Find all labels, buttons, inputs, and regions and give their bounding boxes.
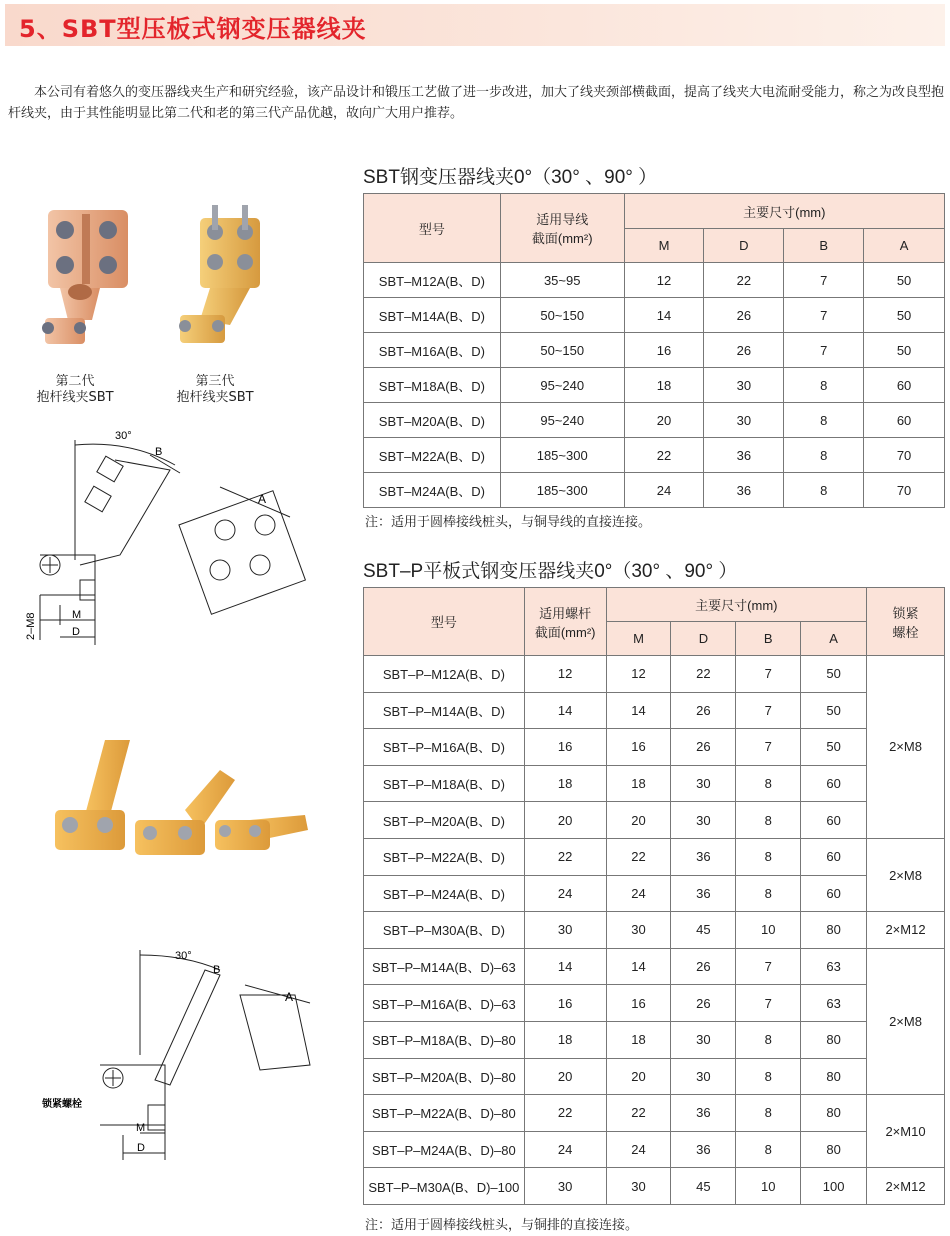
cell-d: 26 (671, 729, 736, 766)
table1-header-m: M (624, 229, 704, 263)
cell-lock: 2×M12 (867, 912, 945, 949)
table2-title: SBT–P平板式钢变压器线夹0°（30° 、90° ） (363, 561, 738, 582)
cell-m: 16 (606, 729, 671, 766)
cell-d: 22 (704, 263, 784, 298)
cell-model: SBT–P–M16A(B、D)–63 (364, 985, 525, 1022)
table-row (364, 912, 945, 949)
cell-a: 50 (801, 656, 867, 693)
table1-note: 注：适用于圆棒接线桩头，与铜导线的直接连接。 (365, 515, 652, 530)
cell-lock: 2×M10 (867, 1095, 945, 1168)
diagram1-b: B (155, 446, 163, 458)
cell-b: 8 (784, 473, 864, 508)
cell-section: 20 (524, 802, 606, 839)
cell-d: 36 (704, 438, 784, 473)
diagram2-a: A (285, 990, 294, 1004)
cell-d: 30 (671, 765, 736, 802)
table-row (364, 875, 945, 912)
cell-lock: 2×M8 (867, 656, 945, 839)
cell-a: 50 (801, 729, 867, 766)
cell-model: SBT–M24A(B、D) (364, 473, 501, 508)
table1-header-d: D (704, 229, 784, 263)
table-row (364, 403, 945, 438)
cell-model: SBT–M16A(B、D) (364, 333, 501, 368)
cell-d: 26 (671, 948, 736, 985)
page-title: 5、SBT型压板式钢变压器线夹 (19, 15, 367, 43)
cell-lock: 2×M12 (867, 1168, 945, 1205)
table-row (364, 438, 945, 473)
cell-m: 18 (606, 765, 671, 802)
cell-a: 80 (801, 912, 867, 949)
table2-header-b: B (736, 622, 801, 656)
cell-m: 30 (606, 912, 671, 949)
cell-section: 22 (524, 1095, 606, 1132)
caption-gen2-line1: 第二代 (55, 374, 95, 389)
diagram2-d: D (137, 1142, 145, 1154)
caption-gen3-line1: 第三代 (195, 374, 235, 389)
cell-d: 30 (704, 403, 784, 438)
caption-gen2-line2: 抱杆线夹SBT (36, 390, 114, 405)
table1-header-model: 型号 (364, 194, 501, 263)
cell-b: 8 (784, 368, 864, 403)
cell-model: SBT–P–M30A(B、D) (364, 912, 525, 949)
cell-b: 8 (736, 875, 801, 912)
cell-d: 45 (671, 912, 736, 949)
table1-header-dims: 主要尺寸(mm) (624, 194, 944, 229)
table2-header-section-line2: 截面(mm²) (534, 624, 596, 640)
cell-d: 26 (704, 333, 784, 368)
cell-a: 80 (801, 1095, 867, 1132)
cell-b: 8 (784, 403, 864, 438)
cell-b: 7 (784, 298, 864, 333)
cell-m: 12 (606, 656, 671, 693)
cell-section: 18 (524, 765, 606, 802)
cell-b: 8 (736, 838, 801, 875)
cell-a: 63 (801, 948, 867, 985)
table-row (364, 1131, 945, 1168)
caption-gen3 (160, 374, 270, 406)
cell-model: SBT–M20A(B、D) (364, 403, 501, 438)
cell-a: 50 (801, 692, 867, 729)
cell-d: 36 (671, 1095, 736, 1132)
cell-model: SBT–P–M20A(B、D) (364, 802, 525, 839)
table-row (364, 333, 945, 368)
table-row (364, 765, 945, 802)
intro-paragraph: 本公司有着悠久的变压器线夹生产和研究经验，该产品设计和锻压工艺做了进一步改进，加大了线夹颈部横截面，提高了线夹大电流耐受能力，称之为改良型抱杆线夹，由于其性能明显比第二代和老的第三代产品优越，故向广大用户推荐。 (8, 85, 945, 121)
table2-header-section-line1: 适用螺杆 (539, 605, 592, 621)
table2-header-section (524, 588, 606, 656)
diagram1-m: M (72, 609, 82, 621)
cell-b: 7 (736, 985, 801, 1022)
title-banner (5, 4, 945, 46)
table-row (364, 729, 945, 766)
cell-b: 7 (736, 729, 801, 766)
cell-m: 14 (606, 948, 671, 985)
table2-header-d: D (671, 622, 736, 656)
cell-a: 50 (864, 333, 945, 368)
cell-section: 22 (524, 838, 606, 875)
cell-m: 20 (624, 403, 704, 438)
cell-section: 95~240 (500, 403, 624, 438)
cell-m: 20 (606, 802, 671, 839)
cell-b: 8 (736, 1021, 801, 1058)
cell-section: 50~150 (500, 333, 624, 368)
table2-header-m: M (606, 622, 671, 656)
cell-model: SBT–P–M24A(B、D) (364, 875, 525, 912)
cell-section: 20 (524, 1058, 606, 1095)
spec-table-1 (363, 193, 945, 508)
table1-header-b: B (784, 229, 864, 263)
table2-header-a: A (801, 622, 867, 656)
cell-a: 70 (864, 438, 945, 473)
table-row (364, 263, 945, 298)
table-row (364, 473, 945, 508)
cell-d: 36 (671, 838, 736, 875)
cell-section: 30 (524, 912, 606, 949)
diagram2-b: B (213, 964, 221, 976)
cell-model: SBT–P–M24A(B、D)–80 (364, 1131, 525, 1168)
cell-m: 24 (624, 473, 704, 508)
cell-m: 18 (624, 368, 704, 403)
cell-b: 8 (736, 765, 801, 802)
cell-model: SBT–P–M12A(B、D) (364, 656, 525, 693)
cell-model: SBT–M12A(B、D) (364, 263, 501, 298)
table1-header-section-line1: 适用导线 (536, 212, 589, 227)
cell-d: 26 (671, 985, 736, 1022)
cell-section: 18 (524, 1021, 606, 1058)
cell-lock: 2×M8 (867, 838, 945, 911)
table-row (364, 948, 945, 985)
cell-m: 22 (624, 438, 704, 473)
cell-section: 16 (524, 729, 606, 766)
table-row (364, 1095, 945, 1132)
cell-model: SBT–M18A(B、D) (364, 368, 501, 403)
diagram2-bolt: 锁紧螺栓 (42, 1099, 82, 1110)
cell-b: 8 (736, 1095, 801, 1132)
cell-b: 7 (784, 263, 864, 298)
cell-d: 36 (704, 473, 784, 508)
cell-section: 24 (524, 875, 606, 912)
diagram2-angle: 30° (175, 950, 192, 962)
cell-d: 45 (671, 1168, 736, 1205)
cell-a: 60 (801, 838, 867, 875)
cell-m: 16 (606, 985, 671, 1022)
cell-b: 8 (736, 1131, 801, 1168)
table1-header-section-line2: 截面(mm²) (531, 231, 593, 246)
cell-model: SBT–P–M22A(B、D)–80 (364, 1095, 525, 1132)
cell-a: 80 (801, 1131, 867, 1168)
cell-a: 60 (801, 765, 867, 802)
cell-a: 50 (864, 298, 945, 333)
cell-model: SBT–P–M16A(B、D) (364, 729, 525, 766)
table-row (364, 692, 945, 729)
cell-d: 26 (704, 298, 784, 333)
cell-m: 20 (606, 1058, 671, 1095)
table2-note: 注：适用于圆棒接线桩头，与铜排的直接连接。 (365, 1218, 639, 1233)
cell-b: 7 (784, 333, 864, 368)
cell-m: 14 (606, 692, 671, 729)
cell-m: 12 (624, 263, 704, 298)
cell-m: 18 (606, 1021, 671, 1058)
table1-header-a: A (864, 229, 945, 263)
cell-d: 30 (704, 368, 784, 403)
cell-m: 14 (624, 298, 704, 333)
cell-section: 12 (524, 656, 606, 693)
cell-section: 50~150 (500, 298, 624, 333)
cell-d: 30 (671, 1021, 736, 1058)
cell-a: 60 (801, 875, 867, 912)
cell-b: 10 (736, 1168, 801, 1205)
cell-model: SBT–P–M30A(B、D)–100 (364, 1168, 525, 1205)
cell-d: 30 (671, 1058, 736, 1095)
cell-a: 60 (801, 802, 867, 839)
cell-section: 16 (524, 985, 606, 1022)
cell-b: 7 (736, 948, 801, 985)
cell-d: 30 (671, 802, 736, 839)
table2-header-dims: 主要尺寸(mm) (606, 588, 866, 622)
cell-section: 95~240 (500, 368, 624, 403)
cell-m: 24 (606, 875, 671, 912)
cell-lock: 2×M8 (867, 948, 945, 1094)
table-row (364, 985, 945, 1022)
cell-model: SBT–P–M14A(B、D)–63 (364, 948, 525, 985)
clamp-photo-gen3 (170, 200, 270, 360)
technical-drawing-1 (20, 425, 310, 650)
cell-a: 60 (864, 403, 945, 438)
flat-clamp-photo (50, 735, 315, 875)
cell-b: 8 (784, 438, 864, 473)
table-row (364, 1021, 945, 1058)
table-row (364, 368, 945, 403)
cell-b: 7 (736, 656, 801, 693)
cell-a: 80 (801, 1021, 867, 1058)
cell-section: 35~95 (500, 263, 624, 298)
cell-model: SBT–P–M18A(B、D) (364, 765, 525, 802)
technical-drawing-2 (40, 945, 320, 1165)
cell-a: 63 (801, 985, 867, 1022)
spec-table-2 (363, 587, 945, 1205)
cell-b: 8 (736, 802, 801, 839)
caption-gen3-line2: 抱杆线夹SBT (176, 390, 254, 405)
table2-header-model: 型号 (364, 588, 525, 656)
table2-header-lock-line1: 锁紧 (892, 605, 919, 621)
cell-a: 80 (801, 1058, 867, 1095)
cell-model: SBT–M22A(B、D) (364, 438, 501, 473)
cell-model: SBT–P–M22A(B、D) (364, 838, 525, 875)
caption-gen2 (20, 374, 130, 406)
cell-m: 30 (606, 1168, 671, 1205)
cell-section: 185~300 (500, 438, 624, 473)
diagram2-m: M (136, 1122, 146, 1134)
cell-section: 14 (524, 948, 606, 985)
cell-d: 22 (671, 656, 736, 693)
diagram1-d: D (72, 626, 80, 638)
diagram1-angle: 30° (115, 430, 132, 442)
cell-model: SBT–P–M18A(B、D)–80 (364, 1021, 525, 1058)
table2-header-lock-line2: 螺栓 (892, 624, 919, 640)
cell-d: 36 (671, 1131, 736, 1168)
cell-b: 8 (736, 1058, 801, 1095)
cell-a: 100 (801, 1168, 867, 1205)
table-row (364, 656, 945, 693)
cell-section: 30 (524, 1168, 606, 1205)
cell-b: 7 (736, 692, 801, 729)
cell-a: 70 (864, 473, 945, 508)
clamp-photo-gen2 (30, 200, 140, 360)
cell-d: 36 (671, 875, 736, 912)
cell-a: 60 (864, 368, 945, 403)
cell-d: 26 (671, 692, 736, 729)
cell-model: SBT–P–M20A(B、D)–80 (364, 1058, 525, 1095)
cell-m: 22 (606, 1095, 671, 1132)
cell-section: 14 (524, 692, 606, 729)
table-row (364, 1058, 945, 1095)
cell-m: 24 (606, 1131, 671, 1168)
cell-section: 24 (524, 1131, 606, 1168)
cell-section: 185~300 (500, 473, 624, 508)
table2-header-lock (867, 588, 945, 656)
diagram1-m8: 2–M8 (25, 612, 37, 640)
cell-b: 10 (736, 912, 801, 949)
cell-model: SBT–P–M14A(B、D) (364, 692, 525, 729)
table-row (364, 298, 945, 333)
diagram1-a: A (258, 492, 267, 506)
table1-title: SBT钢变压器线夹0°（30° 、90° ） (363, 167, 658, 188)
table1-header-section (500, 194, 624, 263)
table-row (364, 1168, 945, 1205)
table-row (364, 802, 945, 839)
table-row (364, 838, 945, 875)
cell-model: SBT–M14A(B、D) (364, 298, 501, 333)
cell-m: 16 (624, 333, 704, 368)
cell-a: 50 (864, 263, 945, 298)
cell-m: 22 (606, 838, 671, 875)
